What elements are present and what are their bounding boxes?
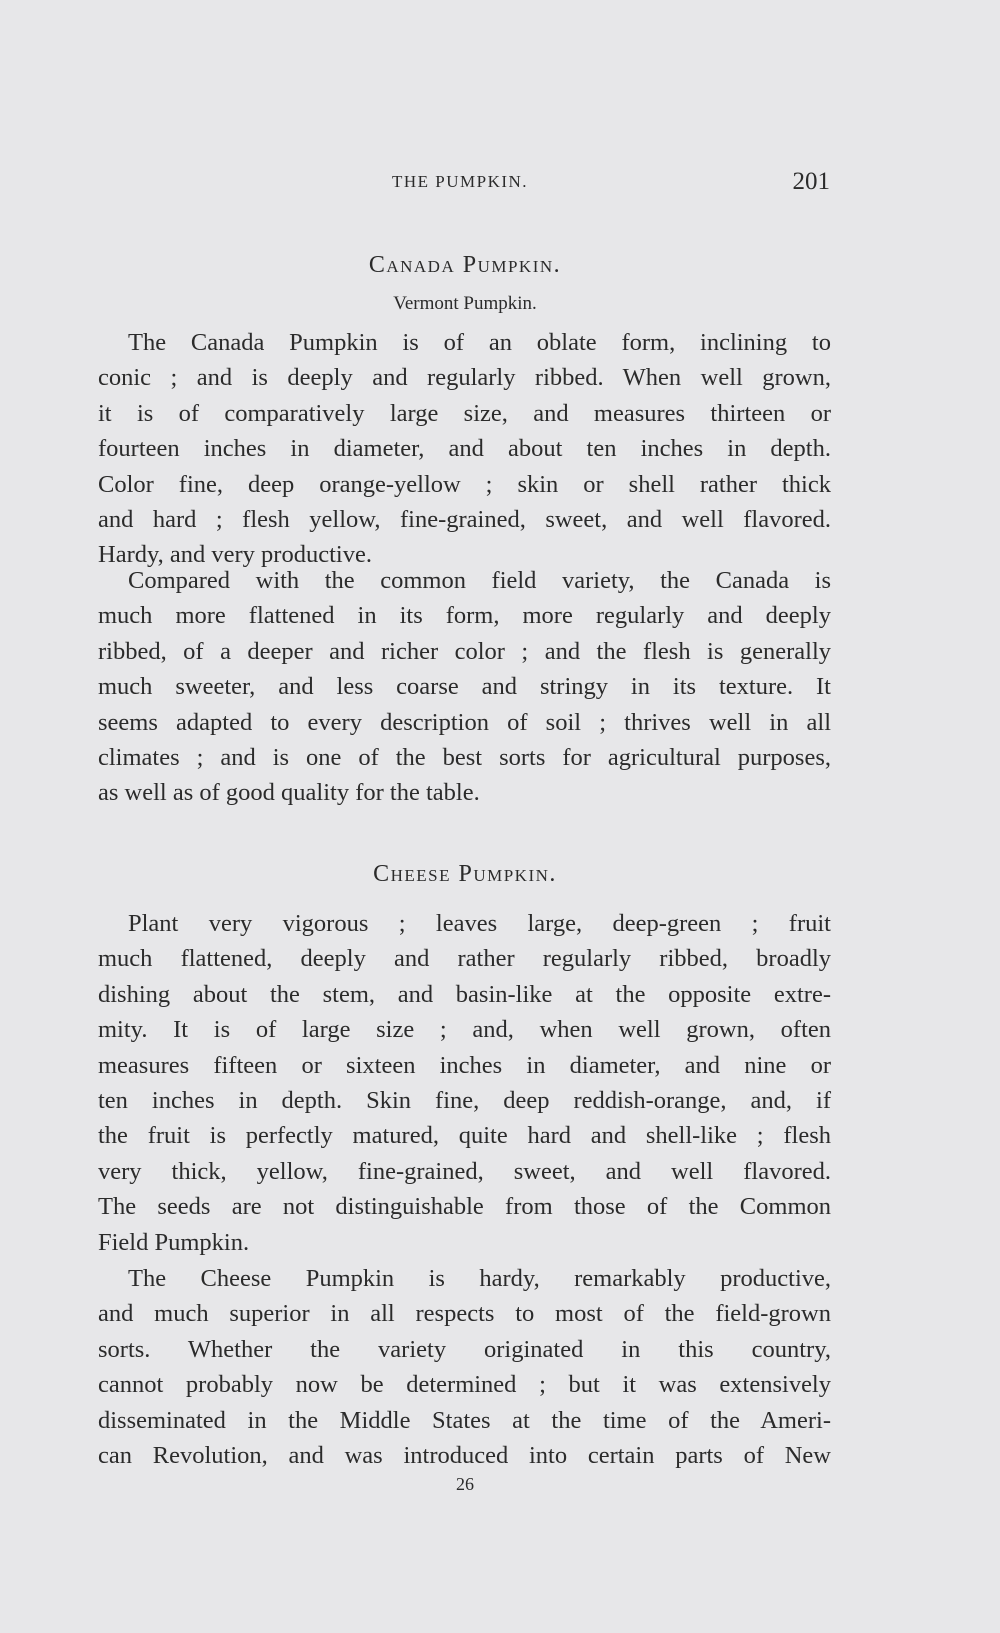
paragraph-canada-comparison <box>98 563 831 811</box>
text-line: it is of comparatively large size, and measures thirteen or <box>98 399 831 427</box>
text-line: measures fifteen or sixteen inches in diameter, and nine or <box>98 1051 831 1079</box>
section-heading-cheese: Cheese Pumpkin. <box>373 861 557 887</box>
running-title: THE PUMPKIN. <box>391 172 529 191</box>
text-line: ribbed, of a deeper and richer color ; and the flesh is generally <box>98 637 831 665</box>
text-line: as well as of good quality for the table. <box>98 779 480 807</box>
text-line: disseminated in the Middle States at the time of the Ameri- <box>98 1406 831 1434</box>
text-line: The Canada Pumpkin is of an oblate form, inclining to <box>128 329 831 356</box>
text-line: the fruit is perfectly matured, quite hard and shell-like ; flesh <box>98 1122 831 1150</box>
text-line: very thick, yellow, fine-grained, sweet, and well flavored. <box>98 1157 831 1185</box>
text-line: sorts. Whether the variety originated in this country, <box>98 1335 831 1363</box>
text-line: Field Pumpkin. <box>98 1228 250 1256</box>
text-line: and much superior in all respects to most of the field-grown <box>98 1300 831 1328</box>
text-line: fourteen inches in diameter, and about ten inches in depth. <box>98 435 831 463</box>
text-line: The Cheese Pumpkin is hardy, remarkably productive, <box>128 1265 831 1292</box>
text-line: and hard ; flesh yellow, fine-grained, sweet, and well flavored. <box>98 506 831 534</box>
text-line: conic ; and is deeply and regularly ribbed. When well grown, <box>98 364 831 392</box>
text-line: Hardy, and very productive. <box>98 541 372 569</box>
text-line: seems adapted to every description of soil ; thrives well in all <box>98 708 831 736</box>
text-line: much flattened, deeply and rather regularly ribbed, broadly <box>98 945 831 973</box>
text-line: Compared with the common field variety, the Canada is <box>128 567 831 594</box>
text-line: can Revolution, and was introduced into certain parts of New <box>98 1442 831 1470</box>
text-line: cannot probably now be determined ; but it was extensively <box>98 1371 831 1399</box>
text-line: much more flattened in its form, more regularly and deeply <box>98 602 831 630</box>
text-line: The seeds are not distinguishable from those of the Common <box>98 1193 831 1221</box>
text-line: climates ; and is one of the best sorts for agricultural purposes, <box>98 744 831 772</box>
section-subheading-canada: Vermont Pumpkin. <box>393 293 537 314</box>
text-line: Color fine, deep orange-yellow ; skin or shell rather thick <box>98 470 831 498</box>
text-line: dishing about the stem, and basin-like at the opposite extre- <box>98 980 831 1008</box>
section-heading-canada: Canada Pumpkin. <box>368 252 562 278</box>
signature-mark: 26 <box>456 1474 474 1494</box>
paragraph-cheese-description <box>98 906 831 1260</box>
running-head <box>100 168 830 198</box>
text-line: much sweeter, and less coarse and stringy in its texture. It <box>98 673 831 701</box>
text-line: Plant very vigorous ; leaves large, deep-green ; fruit <box>128 910 831 937</box>
paragraph-canada-description <box>98 325 831 573</box>
text-line: ten inches in depth. Skin fine, deep reddish-orange, and, if <box>98 1087 831 1115</box>
text-line: mity. It is of large size ; and, when well grown, often <box>98 1016 831 1044</box>
paragraph-cheese-history <box>98 1261 831 1473</box>
page-number: 201 <box>792 168 830 195</box>
